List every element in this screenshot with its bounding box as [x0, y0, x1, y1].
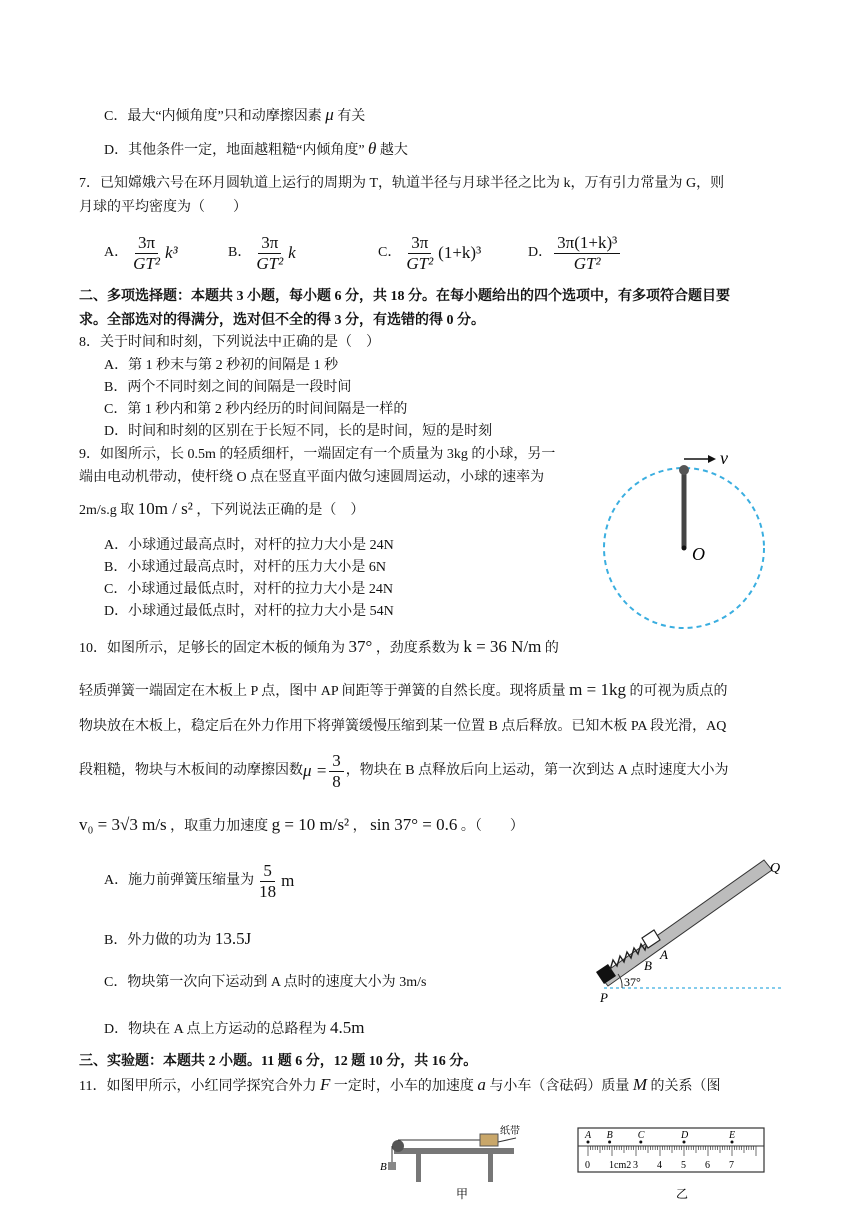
- tape-point-label: A: [585, 1130, 592, 1141]
- incline-board: [600, 860, 772, 986]
- label-p: P: [600, 990, 608, 1002]
- fraction: $\frac{3}{8}$: [329, 751, 344, 792]
- q8-stem: 8．关于时间和时刻，下列说法中正确的是（ ）: [79, 335, 380, 350]
- ruler-number: 3: [633, 1160, 638, 1171]
- velocity-label: v: [720, 448, 728, 468]
- q6-option-c: C．最大“内倾角度”只和动摩擦因素 μ 有关: [104, 105, 366, 124]
- section-2-heading-line1: 二、多项选择题：本题共 3 小题，每小题 6 分，共 18 分。在每小题给出的四个选项中，有多项符合题目要: [79, 289, 730, 304]
- q9-option-a: A．小球通过最高点时，对杆的拉力大小是 24N: [104, 538, 394, 553]
- label-b: B: [644, 958, 652, 973]
- q8-option-c: C．第 1 秒内和第 2 秒内经历的时间间隔是一样的: [104, 402, 408, 417]
- label-a: A: [660, 947, 668, 962]
- figure-jia-caption: 甲: [456, 1187, 469, 1201]
- velocity-arrowhead: [708, 455, 716, 463]
- theta-symbol: θ: [368, 139, 377, 158]
- q6-option-d: D．其他条件一定，地面越粗糙“内倾角度” θ 越大: [104, 139, 408, 158]
- q7-option-d: D． $\frac{\text{3π(1+k)³}}{\text{GT²}}$: [528, 228, 622, 278]
- table-leg: [416, 1154, 421, 1182]
- g-value: 10m / s²: [137, 499, 193, 518]
- ruler-number: 0: [585, 1160, 590, 1171]
- q9-option-b: B．小球通过最高点时，对杆的压力大小是 6N: [104, 560, 386, 575]
- q9-circular-motion-figure: [596, 446, 776, 636]
- q7-option-c: C． $\frac{3\pi}{\text{GT²}}$ (1+k)³: [378, 232, 482, 273]
- q10-option-c: C．物块第一次向下运动到 A 点时的速度大小为 3m/s: [104, 975, 427, 990]
- table-leg: [488, 1154, 493, 1182]
- q10-stem-line4: 段粗糙，物块与木板间的动摩擦因数 μ = $\frac{3}{8}$ ，物块在 B 点释放后向上运动，第一次到达 A 点时速度大小为: [79, 750, 729, 791]
- q10-option-a: A．施力前弹簧压缩量为 $\frac{5}{18}$ m: [104, 860, 295, 901]
- fraction: $\frac{3\pi}{\text{GT²}}$: [256, 232, 284, 273]
- q10-stem-line1: 10．如图所示，足够长的固定木板的倾角为 37° ，劲度系数为 k = 36 N/m 的: [79, 637, 559, 656]
- q11-figure-yi: [572, 1124, 772, 1214]
- q9-stem-line1: 9．如图所示，长 0.5m 的轻质细杆，一端固定有一个质量为 3kg 的小球，另一: [79, 447, 556, 462]
- label-q: Q: [770, 861, 781, 876]
- q10-stem-line5: v₀ = 3√3 m/s ，取重力加速度 g = 10 m/s² ， sin 37° = 0.6 。（ ）: [79, 815, 524, 834]
- q10-stem-line2: 轻质弹簧一端固定在木板上 P 点，图中 AP 间距等于弹簧的自然长度。现将质量 m = 1kg 的可视为质点的: [79, 680, 728, 699]
- ball: [679, 465, 689, 475]
- ruler-number: 7: [729, 1160, 734, 1171]
- q10-stem-line3: 物块放在木板上，稳定后在外力作用下将弹簧缓慢压缩到某一位置 B 点后释放。已知木板 PA 段光滑，AQ: [79, 719, 727, 734]
- section-2-heading-line2: 求。全部选对的得满分，选对但不全的得 3 分，有选错的得 0 分。: [79, 313, 485, 328]
- q7-option-a: A． $\frac{3\pi}{\text{GT²}}$ k³: [104, 232, 178, 273]
- q9-stem-line3: 2m/s.g 取 10m / s² ，下列说法正确的是（ ）: [79, 499, 365, 518]
- tape-point-label: E: [729, 1130, 736, 1141]
- q10-incline-spring-figure: [586, 852, 792, 1002]
- pivot-o: [682, 546, 687, 551]
- fraction: $\frac{5}{18}$: [259, 860, 277, 901]
- tape-label: 纸带: [500, 1126, 520, 1137]
- fraction: $\frac{3\pi}{\text{GT²}}$: [133, 232, 160, 273]
- tape-point-label: C: [637, 1130, 645, 1141]
- q7-stem-line2: 月球的平均密度为（ ）: [79, 200, 247, 215]
- q11-stem-line1: 11．如图甲所示，小红同学探究合外力 F 一定时，小车的加速度 a 与小车（含砝码）质量 M 的关系（图: [79, 1075, 721, 1094]
- tape-point-label: D: [681, 1130, 689, 1141]
- ruler-number: 4: [657, 1160, 662, 1171]
- paper-tape: [498, 1138, 516, 1142]
- q9-stem-line2: 端由电动机带动，使杆绕 O 点在竖直平面内做匀速圆周运动，小球的速率为: [79, 470, 545, 485]
- weight-b: [388, 1162, 396, 1170]
- q10-option-d: D．物块在 A 点上方运动的总路程为 4.5m: [104, 1018, 365, 1037]
- q11-figure-jia: [380, 1124, 520, 1214]
- q8-option-a: A．第 1 秒末与第 2 秒初的间隔是 1 秒: [104, 358, 339, 373]
- pivot-label: O: [692, 544, 705, 564]
- pulley: [392, 1140, 404, 1152]
- ruler-number: 5: [681, 1160, 686, 1171]
- q10-option-b: B．外力做的功为 13.5J: [104, 929, 252, 948]
- q8-option-d: D．时间和时刻的区别在于长短不同，长的是时间，短的是时刻: [104, 424, 493, 439]
- ruler-number: 1cm2: [609, 1160, 632, 1171]
- q9-option-c: C．小球通过最低点时，对杆的拉力大小是 24N: [104, 582, 393, 597]
- section-3-heading: 三、实验题：本题共 2 小题。11 题 6 分，12 题 10 分，共 16 分。: [79, 1054, 478, 1069]
- ruler-number: 6: [705, 1160, 710, 1171]
- q7-option-b: B． $\frac{3\pi}{\text{GT²}}$ k: [228, 232, 296, 273]
- q7-stem-line1: 7．已知嫦娥六号在环月圆轨道上运行的周期为 T，轨道半径与月球半径之比为 k，万有引力常量为 G，则: [79, 176, 725, 191]
- fraction: $\frac{\text{3π(1+k)³}}{\text{GT²}}$: [554, 233, 620, 274]
- figure-yi-caption: 乙: [676, 1187, 689, 1201]
- q8-option-b: B．两个不同时刻之间的间隔是一段时间: [104, 380, 352, 395]
- weight-label: B: [380, 1161, 387, 1173]
- q9-option-d: D．小球通过最低点时，对杆的拉力大小是 54N: [104, 604, 394, 619]
- fraction: $\frac{3\pi}{\text{GT²}}$: [406, 232, 434, 273]
- mu-symbol: μ: [325, 105, 334, 124]
- tape-point-label: B: [606, 1130, 613, 1141]
- table-top: [394, 1148, 514, 1154]
- cart: [480, 1134, 498, 1146]
- label-angle: 37°: [624, 975, 641, 989]
